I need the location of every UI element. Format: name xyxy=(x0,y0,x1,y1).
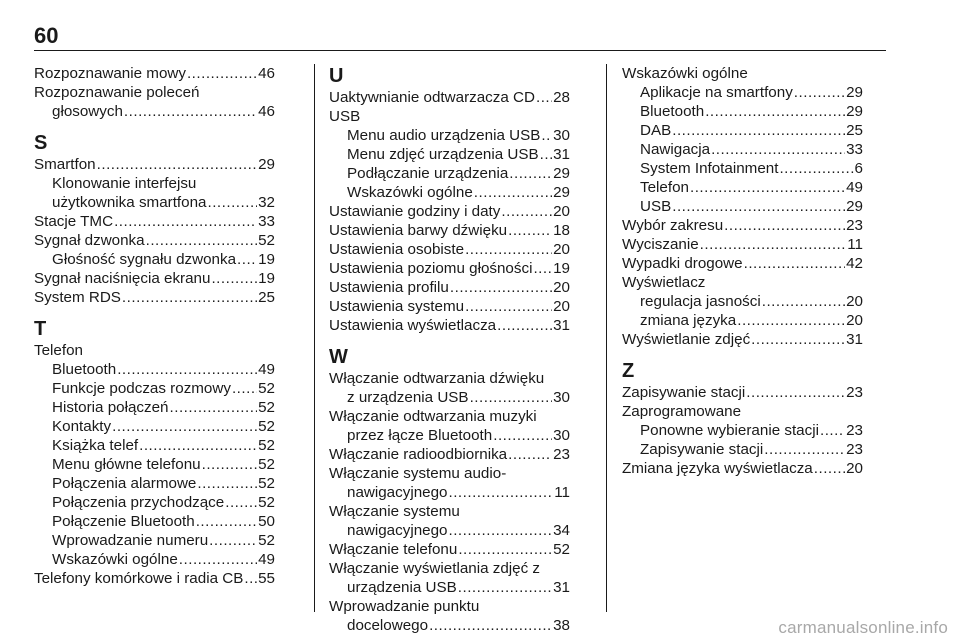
index-letter-heading: W xyxy=(329,346,348,368)
dot-leader xyxy=(237,250,257,269)
index-entry-heading: Włączanie wyświetlania zdjęć z xyxy=(329,560,541,577)
entry-label: Bluetooth xyxy=(640,103,705,120)
index-letter-heading: Z xyxy=(622,360,635,382)
section-gap xyxy=(34,121,275,131)
entry-label: regulacja jasności xyxy=(640,293,761,310)
dot-leader xyxy=(501,202,552,221)
entry-label: Wprowadzanie numeru xyxy=(52,532,209,549)
index-entry xyxy=(329,221,570,240)
entry-page-number: 29 xyxy=(553,184,570,201)
entry-page-number: 52 xyxy=(258,380,275,397)
index-entry-heading: Włączanie systemu audio- xyxy=(329,465,507,482)
entry-label: Sygnał naciśnięcia ekranu xyxy=(34,270,211,287)
dot-leader xyxy=(533,259,552,278)
index-subentry xyxy=(622,178,863,197)
entry-label: nawigacyjnego xyxy=(347,522,448,539)
index-subentry xyxy=(622,292,863,311)
dot-leader xyxy=(146,231,257,250)
entry-label: Wskazówki ogólne xyxy=(52,551,178,568)
entry-label: Ustawienia poziomu głośności xyxy=(329,260,533,277)
entry-label: głosowych xyxy=(52,103,123,120)
entry-label: Sygnał dzwonka xyxy=(34,232,145,249)
entry-page-number: 19 xyxy=(258,270,275,287)
entry-label: zmiana języka xyxy=(640,312,737,329)
index-entry xyxy=(34,269,275,288)
entry-label: Menu główne telefonu xyxy=(52,456,201,473)
dot-leader xyxy=(196,512,257,531)
index-entry xyxy=(329,316,570,335)
entry-page-number: 32 xyxy=(258,194,275,211)
entry-label: Ustawianie godziny i daty xyxy=(329,203,501,220)
entry-page-number: 52 xyxy=(258,399,275,416)
entry-page-number: 20 xyxy=(553,241,570,258)
index-letter-heading: U xyxy=(329,65,344,87)
entry-page-number: 29 xyxy=(846,198,863,215)
index-subentry xyxy=(34,250,275,269)
entry-label: Zapisywanie stacji xyxy=(640,441,764,458)
entry-label: Włączanie radioodbiornika xyxy=(329,446,508,463)
dot-leader xyxy=(744,254,846,273)
index-subentry xyxy=(34,417,275,436)
dot-leader xyxy=(122,288,257,307)
index-subentry xyxy=(622,421,863,440)
index-entry xyxy=(329,202,570,221)
dot-leader xyxy=(197,474,257,493)
index-subentry xyxy=(34,531,275,550)
entry-page-number: 52 xyxy=(553,541,570,558)
dot-leader xyxy=(509,164,552,183)
dot-leader xyxy=(794,83,845,102)
dot-leader xyxy=(711,140,845,159)
dot-leader xyxy=(429,616,552,635)
dot-leader xyxy=(114,212,257,231)
entry-label: Stacje TMC xyxy=(34,213,114,230)
dot-leader xyxy=(672,121,845,140)
index-subentry xyxy=(329,426,570,445)
dot-leader xyxy=(493,426,552,445)
header-rule xyxy=(34,50,886,51)
dot-leader xyxy=(751,330,845,349)
dot-leader xyxy=(700,235,847,254)
entry-label: Menu zdjęć urządzenia USB xyxy=(347,146,539,163)
index-subentry xyxy=(329,126,570,145)
entry-page-number: 25 xyxy=(258,289,275,306)
entry-page-number: 55 xyxy=(258,570,275,587)
dot-leader xyxy=(705,102,845,121)
index-entry xyxy=(622,235,863,254)
dot-leader xyxy=(746,383,845,402)
entry-page-number: 29 xyxy=(258,156,275,173)
index-entry xyxy=(622,216,863,235)
entry-label: urządzenia USB xyxy=(347,579,457,596)
entry-page-number: 29 xyxy=(846,84,863,101)
entry-page-number: 49 xyxy=(258,551,275,568)
entry-page-number: 23 xyxy=(846,441,863,458)
entry-page-number: 23 xyxy=(846,217,863,234)
index-entry xyxy=(622,459,863,478)
entry-label: Książka telef xyxy=(52,437,139,454)
index-subentry xyxy=(329,164,570,183)
entry-page-number: 42 xyxy=(846,255,863,272)
column-divider xyxy=(606,64,607,612)
index-subentry xyxy=(622,121,863,140)
entry-label: Aplikacje na smartfony xyxy=(640,84,793,101)
entry-label: Wskazówki ogólne xyxy=(347,184,473,201)
entry-label: Połączenia alarmowe xyxy=(52,475,197,492)
entry-page-number: 30 xyxy=(553,127,570,144)
dot-leader xyxy=(448,521,552,540)
dot-leader xyxy=(225,493,257,512)
entry-page-number: 52 xyxy=(258,232,275,249)
index-entry xyxy=(34,212,275,231)
index-subentry xyxy=(622,140,863,159)
index-entry xyxy=(329,88,570,107)
dot-leader xyxy=(232,379,257,398)
entry-label: Wyświetlanie zdjęć xyxy=(622,331,751,348)
index-subentry xyxy=(34,379,275,398)
dot-leader xyxy=(450,278,552,297)
dot-leader xyxy=(117,360,257,379)
entry-page-number: 23 xyxy=(553,446,570,463)
index-entry xyxy=(34,64,275,83)
entry-page-number: 46 xyxy=(258,65,275,82)
entry-page-number: 28 xyxy=(553,89,570,106)
index-entry xyxy=(329,297,570,316)
dot-leader xyxy=(179,550,257,569)
dot-leader xyxy=(170,398,258,417)
index-entry-heading: Włączanie odtwarzania dźwięku xyxy=(329,370,545,387)
entry-page-number: 33 xyxy=(846,141,863,158)
section-gap xyxy=(622,349,863,359)
entry-page-number: 34 xyxy=(553,522,570,539)
dot-leader xyxy=(474,183,552,202)
index-subentry xyxy=(34,474,275,493)
dot-leader xyxy=(724,216,845,235)
entry-label: USB xyxy=(640,198,672,215)
index-subentry xyxy=(34,455,275,474)
column-divider xyxy=(314,64,315,612)
entry-page-number: 19 xyxy=(553,260,570,277)
entry-label: Nawigacja xyxy=(640,141,711,158)
dot-leader xyxy=(672,197,845,216)
dot-leader xyxy=(202,455,257,474)
entry-page-number: 52 xyxy=(258,418,275,435)
index-entry xyxy=(34,231,275,250)
index-column-3 xyxy=(622,64,863,478)
entry-label: Historia połączeń xyxy=(52,399,169,416)
index-subentry xyxy=(329,521,570,540)
dot-leader xyxy=(541,126,552,145)
index-letter-heading: S xyxy=(34,132,48,154)
entry-page-number: 30 xyxy=(553,389,570,406)
index-letter-heading: T xyxy=(34,318,47,340)
index-subentry xyxy=(329,145,570,164)
entry-page-number: 33 xyxy=(258,213,275,230)
dot-leader xyxy=(448,483,553,502)
entry-page-number: 31 xyxy=(553,146,570,163)
dot-leader xyxy=(820,421,845,440)
entry-label: nawigacyjnego xyxy=(347,484,448,501)
index-entry-heading: USB xyxy=(329,108,361,125)
entry-label: przez łącze Bluetooth xyxy=(347,427,493,444)
dot-leader xyxy=(540,145,552,164)
entry-label: Wyciszanie xyxy=(622,236,699,253)
dot-leader xyxy=(762,292,845,311)
entry-page-number: 52 xyxy=(258,456,275,473)
page-number: 60 xyxy=(34,23,59,48)
index-subentry xyxy=(34,193,275,212)
index-entry xyxy=(622,330,863,349)
entry-label: Telefon xyxy=(640,179,689,196)
entry-page-number: 18 xyxy=(553,222,570,239)
dot-leader xyxy=(536,88,552,107)
entry-page-number: 31 xyxy=(553,317,570,334)
dot-leader xyxy=(508,221,552,240)
entry-page-number: 52 xyxy=(258,475,275,492)
entry-page-number: 11 xyxy=(554,484,570,501)
index-column-1 xyxy=(34,64,275,588)
entry-label: Zapisywanie stacji xyxy=(622,384,746,401)
entry-page-number: 20 xyxy=(553,279,570,296)
dot-leader xyxy=(458,540,552,559)
index-subentry xyxy=(34,436,275,455)
entry-label: Ustawienia wyświetlacza xyxy=(329,317,497,334)
section-gap xyxy=(34,307,275,317)
dot-leader xyxy=(139,436,257,455)
index-entry xyxy=(34,288,275,307)
entry-label: Smartfon xyxy=(34,156,96,173)
entry-page-number: 20 xyxy=(553,298,570,315)
dot-leader xyxy=(814,459,845,478)
index-entry-heading: Rozpoznawanie poleceń xyxy=(34,84,200,101)
dot-leader xyxy=(209,531,257,550)
entry-page-number: 52 xyxy=(258,437,275,454)
entry-page-number: 29 xyxy=(553,165,570,182)
entry-page-number: 23 xyxy=(846,422,863,439)
index-entry xyxy=(329,278,570,297)
entry-page-number: 52 xyxy=(258,494,275,511)
entry-label: docelowego xyxy=(347,617,429,634)
index-entry-heading: Wskazówki ogólne xyxy=(622,65,748,82)
entry-page-number: 49 xyxy=(846,179,863,196)
dot-leader xyxy=(112,417,257,436)
index-entry-heading: Włączanie odtwarzania muzyki xyxy=(329,408,537,425)
index-entry xyxy=(329,259,570,278)
entry-page-number: 25 xyxy=(846,122,863,139)
entry-page-number: 29 xyxy=(846,103,863,120)
index-subentry-heading: Klonowanie interfejsu xyxy=(52,175,197,192)
entry-page-number: 50 xyxy=(258,513,275,530)
index-subentry xyxy=(329,483,570,502)
entry-page-number: 38 xyxy=(553,617,570,634)
index-entry xyxy=(34,569,275,588)
entry-label: Ustawienia profilu xyxy=(329,279,449,296)
index-entry xyxy=(329,240,570,259)
entry-page-number: 52 xyxy=(258,532,275,549)
index-subentry xyxy=(329,388,570,407)
dot-leader xyxy=(211,269,257,288)
entry-label: System RDS xyxy=(34,289,121,306)
entry-label: Uaktywnianie odtwarzacza CD xyxy=(329,89,535,106)
entry-label: Ustawienia systemu xyxy=(329,298,465,315)
index-subentry xyxy=(329,183,570,202)
section-gap xyxy=(329,335,570,345)
entry-label: użytkownika smartfona xyxy=(52,194,207,211)
watermark: carmanualsonline.info xyxy=(778,618,948,637)
entry-label: Zmiana języka wyświetlacza xyxy=(622,460,813,477)
index-column-2 xyxy=(329,64,570,635)
index-entry xyxy=(34,155,275,174)
dot-leader xyxy=(779,159,853,178)
index-entry xyxy=(329,540,570,559)
entry-page-number: 46 xyxy=(258,103,275,120)
entry-label: Bluetooth xyxy=(52,361,117,378)
entry-page-number: 6 xyxy=(854,160,863,177)
index-subentry xyxy=(622,440,863,459)
entry-page-number: 20 xyxy=(846,312,863,329)
index-subentry xyxy=(34,398,275,417)
index-subentry xyxy=(622,159,863,178)
entry-page-number: 23 xyxy=(846,384,863,401)
entry-label: Podłączanie urządzenia xyxy=(347,165,509,182)
entry-label: Głośność sygnału dzwonka xyxy=(52,251,237,268)
entry-label: z urządzenia USB xyxy=(347,389,469,406)
index-entry xyxy=(329,445,570,464)
dot-leader xyxy=(764,440,845,459)
index-subentry xyxy=(329,578,570,597)
index-subentry xyxy=(622,83,863,102)
entry-label: Połączenia przychodzące xyxy=(52,494,225,511)
dot-leader xyxy=(690,178,845,197)
dot-leader xyxy=(465,297,552,316)
entry-label: DAB xyxy=(640,122,672,139)
index-entry xyxy=(622,383,863,402)
dot-leader xyxy=(244,569,257,588)
entry-label: Kontakty xyxy=(52,418,112,435)
entry-label: Wybór zakresu xyxy=(622,217,724,234)
entry-page-number: 30 xyxy=(553,427,570,444)
entry-page-number: 20 xyxy=(553,203,570,220)
entry-label: Ponowne wybieranie stacji xyxy=(640,422,819,439)
index-entry-heading: Telefon xyxy=(34,342,83,359)
index-subentry xyxy=(622,102,863,121)
index-subentry xyxy=(34,360,275,379)
entry-label: Funkcje podczas rozmowy xyxy=(52,380,231,397)
entry-label: Rozpoznawanie mowy xyxy=(34,65,186,82)
entry-label: Telefony komórkowe i radia CB xyxy=(34,570,244,587)
entry-label: Włączanie telefonu xyxy=(329,541,458,558)
entry-page-number: 20 xyxy=(846,460,863,477)
index-entry-heading: Wprowadzanie punktu xyxy=(329,598,480,615)
index-subentry xyxy=(622,311,863,330)
dot-leader xyxy=(458,578,552,597)
entry-page-number: 31 xyxy=(553,579,570,596)
index-subentry xyxy=(34,102,275,121)
index-subentry xyxy=(34,512,275,531)
entry-page-number: 20 xyxy=(846,293,863,310)
entry-page-number: 11 xyxy=(847,236,863,253)
dot-leader xyxy=(737,311,845,330)
dot-leader xyxy=(497,316,552,335)
dot-leader xyxy=(508,445,552,464)
entry-label: Połączenie Bluetooth xyxy=(52,513,195,530)
index-entry-heading: Zaprogramowane xyxy=(622,403,742,420)
entry-page-number: 19 xyxy=(258,251,275,268)
entry-page-number: 49 xyxy=(258,361,275,378)
entry-label: Wypadki drogowe xyxy=(622,255,743,272)
dot-leader xyxy=(124,102,257,121)
index-entry-heading: Włączanie systemu xyxy=(329,503,460,520)
entry-page-number: 31 xyxy=(846,331,863,348)
dot-leader xyxy=(187,64,257,83)
index-subentry xyxy=(622,197,863,216)
index-subentry xyxy=(329,616,570,635)
index-subentry xyxy=(34,493,275,512)
index-entry-heading: Wyświetlacz xyxy=(622,274,706,291)
index-entry xyxy=(622,254,863,273)
dot-leader xyxy=(97,155,257,174)
dot-leader xyxy=(465,240,552,259)
entry-label: Ustawienia osobiste xyxy=(329,241,465,258)
entry-label: Menu audio urządzenia USB xyxy=(347,127,541,144)
dot-leader xyxy=(470,388,553,407)
dot-leader xyxy=(207,193,257,212)
index-subentry xyxy=(34,550,275,569)
entry-label: Ustawienia barwy dźwięku xyxy=(329,222,508,239)
entry-label: System Infotainment xyxy=(640,160,779,177)
